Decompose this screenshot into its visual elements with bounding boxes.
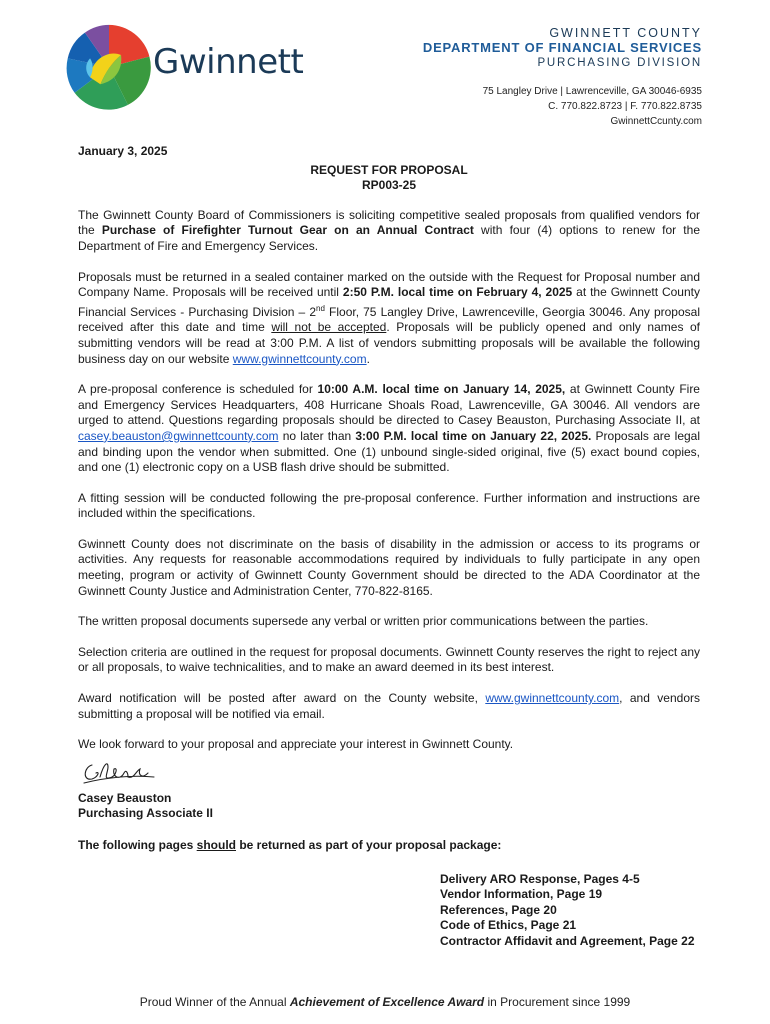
paragraph-conference: A pre-proposal conference is scheduled for 10:00 A.M. local time on January 14, 2025, at Gwinnett County Fire and Emergency Services Headquarters, 408 Hurricane Shoals Road, Lawrenceville, GA 30046. All vendors are urged to attend. Questions regarding proposals should be directed to Casey Beauston, Purchasing Associate II, at casey.beauston@gwinnettcounty.com no later than 3:00 P.M. local time on January 22, 2025. Proposals are legal and binding upon the vendor when submitted. One (1) unbound single-sided original, five (5) exact bound copies, and one (1) electronic copy on a USB flash drive should be submitted.: [78, 382, 701, 475]
paragraph-submission: Proposals must be returned in a sealed container marked on the outside with the Request for Proposal number and Company Name. Proposals will be received until 2:50 P.M. local time on February 4, 2025 at the Gwinnett County Financial Services - Purchasing Division – 2nd Floor, 75 Langley Drive, Lawrenceville, Georgia 30046. Any proposal received after this date and time will not be accepted. Proposals will be publicly opened and only names of submitting vendors will be read at 3:00 P.M. A list of vendors submitting proposals will be available the following business day on our website www.gwinnettcounty.com.: [78, 269, 700, 366]
paragraph-ada: Gwinnett County does not discriminate on the basis of disability in the admission or access to its programs or activities. Any requests for reasonable accommodations required by individuals to fully participate in any open meeting, program or activity of Gwinnett County Government should be directed to the ADA Coordinator at the Gwinnett County Justice and Administration Center, 770-822-8165.: [78, 536, 700, 598]
street-address: 75 Langley Drive | Lawrenceville, GA 30046-6935: [482, 86, 702, 97]
paragraph-award: Award notification will be posted after award on the County website, www.gwinnettcounty.com, and vendors submitting a proposal will be notified via email.: [78, 691, 700, 721]
letter-date: January 3, 2025: [78, 144, 168, 158]
rfp-title: REQUEST FOR PROPOSAL: [310, 162, 468, 177]
gwinnett-wordmark: Gwinnett: [153, 42, 304, 82]
letterhead-address: [483, 84, 702, 129]
website: GwinnettCcunty.com: [610, 116, 702, 127]
county-name: GWINNETT COUNTY: [549, 26, 702, 40]
signer-title: Purchasing Associate II: [78, 806, 213, 821]
paragraph-closing: We look forward to your proposal and appreciate your interest in Gwinnett County.: [78, 737, 514, 752]
list-item: Delivery ARO Response, Pages 4-5: [440, 871, 640, 886]
rfp-heading: [78, 163, 700, 194]
department-name: DEPARTMENT OF FINANCIAL SERVICES: [422, 40, 702, 55]
phone-fax: C. 770.822.8723 | F. 770.822.8735: [548, 101, 702, 112]
rfp-number: RP003-25: [361, 178, 417, 193]
gwinnett-logo: [66, 24, 152, 110]
signature: [78, 755, 162, 789]
paragraph-solicitation: The Gwinnett County Board of Commissioners is soliciting competitive sealed proposals from qualified vendors for the Purchase of Firefighter Turnout Gear on an Annual Contract with four (4) options to renew for the Department of Fire and Emergency Services.: [78, 207, 700, 253]
signer-name: Casey Beauston: [78, 790, 172, 805]
package-list: [440, 872, 700, 950]
letterhead: [423, 26, 702, 71]
division-name: PURCHASING DIVISION: [537, 57, 702, 69]
list-item: Vendor Information, Page 19: [440, 887, 603, 902]
email-link[interactable]: casey.beauston@gwinnettcounty.com: [78, 428, 279, 443]
paragraph-selection: Selection criteria are outlined in the request for proposal documents. Gwinnett County reserves the right to reject any or all proposals, to waive technicalities, and to make an award deemed in its best interest.: [78, 644, 700, 675]
list-item: Contractor Affidavit and Agreement, Page 22: [440, 933, 695, 948]
website-link[interactable]: www.gwinnettcounty.com: [485, 691, 620, 706]
list-item: References, Page 20: [440, 902, 557, 917]
letter-body: [78, 144, 700, 950]
package-heading: The following pages should be returned as part of your proposal package:: [78, 838, 502, 852]
website-link[interactable]: www.gwinnettcounty.com: [232, 351, 367, 366]
footer-award-line: Proud Winner of the Annual Achievement of Excellence Award in Procurement since 1999: [139, 995, 631, 1009]
paragraph-supersede: The written proposal documents supersede any verbal or written prior communications between the parties.: [78, 614, 649, 629]
paragraph-fitting: A fitting session will be conducted following the pre-proposal conference. Further information and instructions are included within the specifications.: [78, 490, 700, 521]
list-item: Code of Ethics, Page 21: [440, 918, 577, 933]
